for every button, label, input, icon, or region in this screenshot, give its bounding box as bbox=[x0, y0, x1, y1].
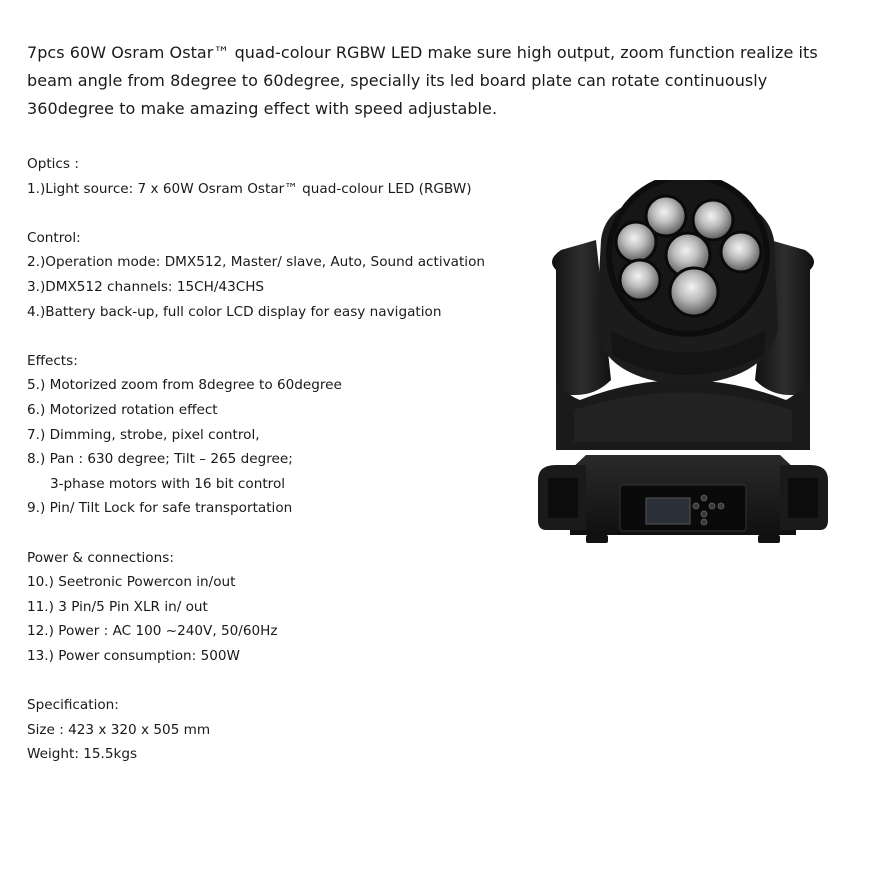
moving-head-fixture-image bbox=[516, 180, 850, 560]
description-line: beam angle from 8degree to 60degree, specially its led board plate can rotate continuously bbox=[27, 71, 768, 90]
section-heading-optics: Optics : bbox=[27, 156, 79, 172]
spec-item: 3.)DMX512 channels: 15CH/43CHS bbox=[27, 278, 265, 295]
spec-item: 9.) Pin/ Tilt Lock for safe transportation bbox=[27, 500, 293, 517]
spec-item-continuation: 3-phase motors with 16 bit control bbox=[50, 475, 286, 492]
description-line: 7pcs 60W Osram Ostar™ quad-colour RGBW LED make sure high output, zoom function realize its bbox=[27, 43, 818, 62]
description-line: 360degree to make amazing effect with speed adjustable. bbox=[27, 99, 498, 118]
spec-item: 8.) Pan : 630 degree; Tilt – 265 degree; bbox=[27, 451, 293, 468]
spec-item: 5.) Motorized zoom from 8degree to 60degree bbox=[27, 377, 342, 394]
spec-item: 12.) Power : AC 100 ~240V, 50/60Hz bbox=[27, 623, 278, 640]
section-heading-specification: Specification: bbox=[27, 697, 119, 714]
spec-item: 7.) Dimming, strobe, pixel control, bbox=[27, 426, 260, 443]
section-gap bbox=[27, 324, 527, 349]
spec-item: 10.) Seetronic Powercon in/out bbox=[27, 574, 236, 591]
spec-item: Size : 423 x 320 x 505 mm bbox=[27, 721, 211, 738]
spec-item: 2.)Operation mode: DMX512, Master/ slave, Auto, Sound activation bbox=[27, 254, 486, 271]
section-heading-effects: Effects: bbox=[27, 352, 78, 369]
lcd-display bbox=[646, 498, 690, 524]
section-gap bbox=[27, 668, 527, 693]
spec-item: Weight: 15.5kgs bbox=[27, 746, 138, 763]
spec-item: 13.) Power consumption: 500W bbox=[27, 647, 240, 664]
section-gap bbox=[27, 201, 527, 226]
spec-item: 1.)Light source: 7 x 60W Osram Ostar™ quad-colour LED (RGBW) bbox=[27, 180, 472, 197]
section-heading-power: Power & connections: bbox=[27, 549, 174, 566]
spec-item: 6.) Motorized rotation effect bbox=[27, 401, 218, 418]
section-gap bbox=[27, 521, 527, 546]
spec-list bbox=[27, 152, 527, 767]
section-heading-control: Control: bbox=[27, 229, 81, 246]
spec-item: 11.) 3 Pin/5 Pin XLR in/ out bbox=[27, 598, 208, 615]
product-photo bbox=[516, 180, 850, 560]
spec-item: 4.)Battery back-up, full color LCD display for easy navigation bbox=[27, 303, 442, 320]
product-description bbox=[27, 39, 847, 123]
